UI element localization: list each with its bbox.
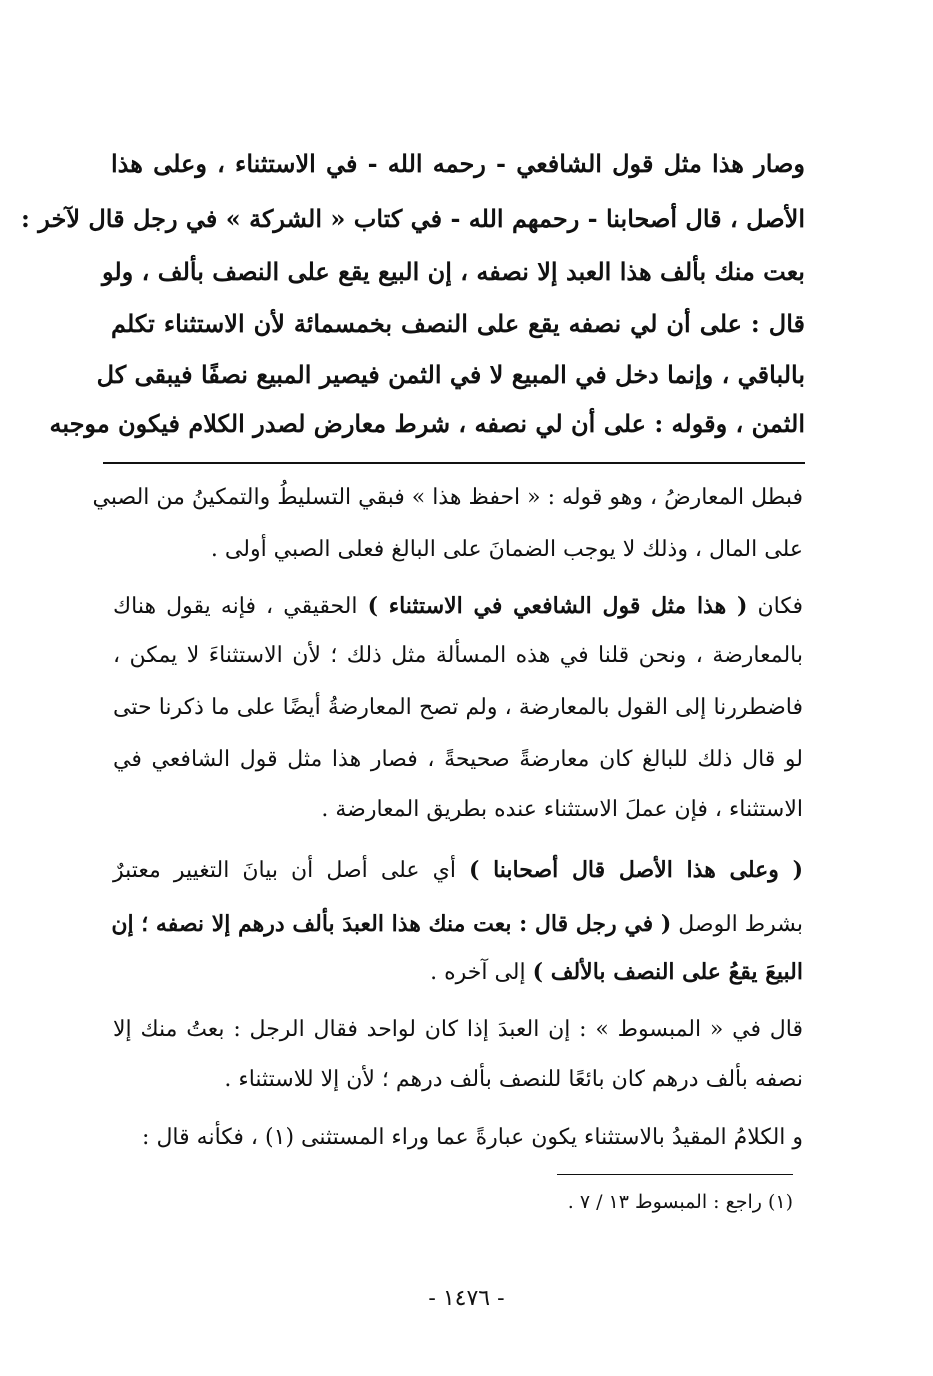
sharh-p3-pre-2: بشرط الوصل	[671, 912, 803, 937]
sharh-p3-post-1: أي على أصل أن بيانَ التغيير معتبرٌ	[113, 858, 469, 883]
matn-line-1: وصار هذا مثل قول الشافعي - رحمه الله - في الاستثناء ، وعلى هذا	[111, 149, 805, 178]
page-number: - ١٤٧٦ -	[428, 1286, 505, 1311]
sharh-p1-line-1: فبطل المعارضُ ، وهو قوله : « احفظ هذا » فبقي التسليطُ والتمكينُ من الصبي	[92, 485, 803, 510]
footnote-divider	[557, 1174, 793, 1175]
sharh-p3-quote-1: ( وعلى هذا الأصل قال أصحابنا )	[468, 857, 803, 883]
matn-line-3: بعت منك بألف هذا العبد إلا نصفه ، إن البيع يقع على النصف بألف ، ولو	[101, 257, 805, 286]
matn-line-2: الأصل ، قال أصحابنا - رحمهم الله - في كتاب « الشركة » في رجل قال لآخر :	[21, 204, 805, 233]
matn-line-6: الثمن ، وقوله : على أن لي نصفه ، شرط معارض لصدر الكلام فيكون موجبه	[49, 409, 805, 438]
sharh-p2-line-2: بالمعارضة ، ونحن قلنا في هذه المسألة مثل ذلك ؛ لأن الاستثناءَ لا يمكن ،	[113, 643, 803, 668]
sharh-p2-quote: ( هذا مثل قول الشافعي في الاستثناء )	[367, 593, 748, 619]
sharh-p3-quote-2: ( في رجل قال : بعت منك هذا العبدَ بألف درهم إلا نصفه ؛ إن	[111, 911, 672, 937]
sharh-p1-line-2: على المال ، وذلك لا يوجب الضمانَ على البالغ فعلى الصبي أولى .	[210, 537, 803, 562]
footnote: (١) راجع : المبسوط ١٣ / ٧ .	[567, 1191, 793, 1213]
sharh-p4-line-2: نصفه بألف درهم كان بائعًا للنصف بألف درهم ؛ لأن إلا للاستثناء .	[224, 1067, 803, 1092]
sharh-p5-line-1: و الكلامُ المقيدُ بالاستثناء يكون عبارةً عما وراء المستثنى (١) ، فكأنه قال :	[142, 1125, 803, 1150]
sharh-p3-post-3: إلى آخره .	[430, 960, 533, 985]
sharh-p2-line-5: الاستثناء ، فإن عملَ الاستثناء عنده بطريق المعارضة .	[321, 797, 803, 822]
matn-line-4: قال : على أن لي نصفه يقع على النصف بخمسمائة لأن الاستثناء تكلم	[111, 309, 805, 338]
sharh-p3-line-2	[113, 904, 803, 945]
sharh-p2-post: الحقيقي ، فإنه يقول هناك	[113, 594, 368, 619]
sharh-p2-line-4: لو قال ذلك للبالغ كان معارضةً صحيحةً ، فصار هذا مثل قول الشافعي في	[113, 747, 803, 772]
section-divider	[103, 462, 805, 464]
sharh-p4-line-1: قال في « المبسوط » : إن العبدَ إذا كان لواحد فقال الرجل : بعتُ منك إلا	[113, 1017, 803, 1042]
sharh-p2-pre: فكان	[747, 594, 803, 619]
sharh-p3-line-3	[113, 952, 803, 993]
sharh-p3-line-1	[113, 850, 803, 891]
sharh-p2-line-3: فاضطررنا إلى القول بالمعارضة ، ولم تصح المعارضةُ أيضًا على ما ذكرنا حتى	[113, 695, 803, 720]
matn-line-5: بالباقي ، وإنما دخل في المبيع لا في الثمن فيصير المبيع نصفًا فيبقى كل	[96, 360, 805, 389]
sharh-p2-line-1	[113, 586, 803, 627]
sharh-p3-quote-3: البيعَ يقعُ على النصف بالألف )	[532, 959, 803, 985]
